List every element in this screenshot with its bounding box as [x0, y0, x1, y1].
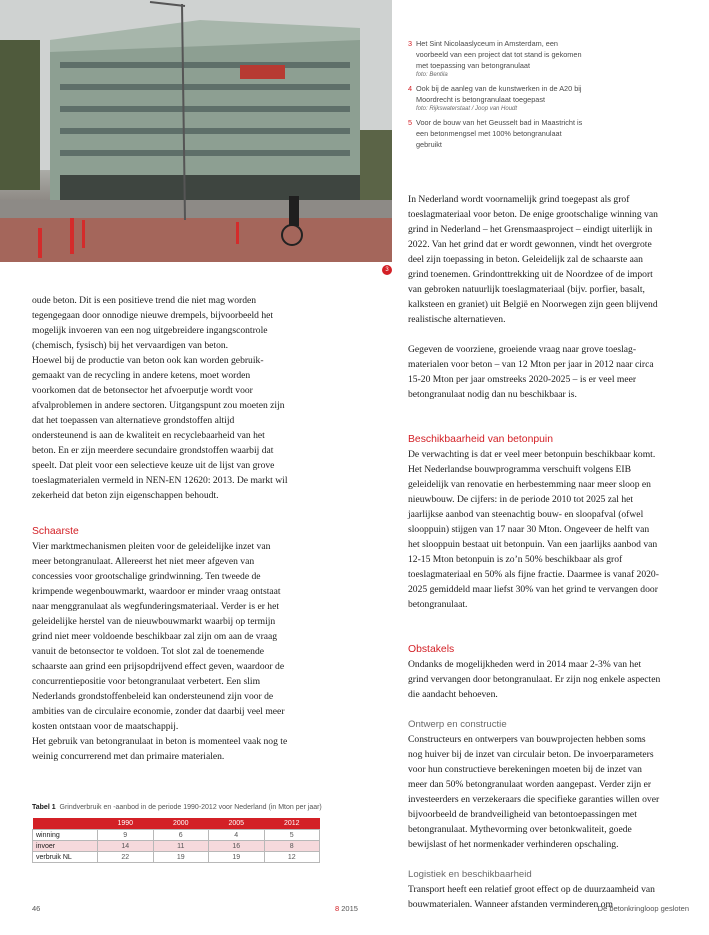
subheading-logistiek: Logistiek en beschikbaarheid [408, 869, 532, 880]
table-caption-label: Tabel 1 [32, 804, 56, 811]
paragraph: In Nederland wordt voornamelijk grind toegepast als grof toeslagmateriaal voor beton. De enige grootschalige winning van grind in Nederland – het Grensmaasproject – eindigt uiterlijk in 2022. Van het grind dat er wordt gewonnen, vindt het overgrote deel zijn toepassing in beton. Geleidelijk zal de schaarste aan grind toenemen. Grindonttrekking uit de Noordzee of de import van gebroken natuurlijk toeslagmateriaal (bijv. porfier, basalt, kalksteen en graniet) uit België en Noorwegen zijn geen blijvend realistische alternatieven. [408, 194, 658, 325]
table-header-cell: 2000 [153, 818, 209, 830]
caption-4 [408, 83, 583, 114]
paragraph: Ondanks de mogelijkheden werd in 2014 maar 2-3% van het grind vervangen door betongranulaat. Er zijn nog enkele aspecten die aandacht behoeven. [408, 659, 661, 700]
paragraph: Transport heeft een relatief groot effect op de duurzaamheid van bouwmaterialen. Wanneer afstanden verminderen om [408, 884, 655, 910]
table-cell: 9 [98, 830, 154, 841]
paragraph: Het gebruik van betongranulaat in beton is momenteel vaak nog te weinig concurrerend met dan primaire materialen. [32, 736, 288, 762]
table-row [33, 852, 320, 863]
caption-number: 4 [408, 84, 413, 93]
issue-label [335, 904, 358, 913]
table-cell: 6 [153, 830, 209, 841]
right-column [408, 192, 662, 912]
table-cell: 11 [153, 841, 209, 852]
paragraph: Vier marktmechanismen pleiten voor de geleidelijke inzet van meer betongranulaat. Allereerst het niet meer afgeven van concessies voor grootschalige grindwinning. Ten tweede de krimpende wegenbouwmarkt, waardoor er minder vraag ontstaat naar menggranulaat als wegfunderingsmateriaal. Verder is er het geleidelijke herstel van de nieuwbouwmarkt waarbij op termijn grind niet meer voldoende beschikbaar zal zijn om aan de vraag vanuit de betonsector te voldoen. Tot slot zal de toenemende schaarste aan grind een prijsopdrijvend effect geven, waardoor de concurrentiepositie voor betongranulaat verbetert. Een slim Nederlands grondstoffenbeleid kan ondersteunend zijn voor de ambities van de circulaire economie, zonder dat daarbij veel meer kosten ontstaan voor de maatschappij. [32, 541, 285, 732]
paragraph: oude beton. Dit is een positieve trend die niet mag worden tegengegaan door onnodige nieuwe drempels, bijvoorbeeld het mogelijk invoeren van een nog uitgebreidere ingangscontrole (chemisch, fysisch) bij het vervaardigen van beton. [32, 295, 274, 351]
table-cell: 19 [153, 852, 209, 863]
table-header-row [33, 818, 320, 830]
table-caption [32, 804, 332, 811]
section-heading-beschikbaarheid: Beschikbaarheid van betonpuin [408, 434, 553, 445]
table-row-label: invoer [33, 841, 98, 852]
caption-number: 3 [408, 39, 413, 48]
table-row-label: verbruik NL [33, 852, 98, 863]
table-header-cell [33, 818, 98, 830]
issue-number: 8 [335, 904, 340, 913]
table-caption-text: Grindverbruik en -aanbod in de periode 1990-2012 voor Nederland (in Mton per jaar) [59, 804, 322, 811]
table-cell: 5 [264, 830, 320, 841]
table-cell: 14 [98, 841, 154, 852]
caption-body [416, 38, 583, 80]
caption-text: Ook bij de aanleg van de kunstwerken in de A20 bij Moordrecht is betongranulaat toegepast [416, 84, 582, 104]
caption-body [416, 117, 583, 150]
section-heading-obstakels: Obstakels [408, 644, 455, 655]
paragraph: Gegeven de voorziene, groeiende vraag naar grove toeslagmaterialen voor beton – van 12 Mton per jaar in 2012 naar circa 15-20 Mton per jaar omstreeks 2020-2025 – is er veel meer betongranulaat nodig dan nu beschikbaar is. [408, 344, 654, 400]
caption-3 [408, 38, 583, 80]
caption-number: 5 [408, 118, 413, 127]
paragraph: Constructeurs en ontwerpers van bouwprojecten hebben soms nog huiver bij de inzet van circulair beton. De invoerparameters voor hun constructieve berekeningen moeten bij de inzet van meer dan 50% betongranulaat worden aangepast. Verder zijn er investeerders en verzekeraars die specifieke garanties willen over bijvoorbeeld de brandveiligheid van betontoepassingen met betongranulaat. Mythevorming over betonkwaliteit, goede bewijslast of het normenkader verhinderen opschaling. [408, 734, 660, 850]
table-row [33, 841, 320, 852]
caption-body [416, 83, 583, 114]
table-cell: 8 [264, 841, 320, 852]
gravel-table [32, 818, 320, 863]
figure-marker: 3 [382, 265, 392, 275]
table-row [33, 830, 320, 841]
table-row-label: winning [33, 830, 98, 841]
caption-credit: foto: Bentila [416, 72, 448, 78]
running-title: De betonkringloop gesloten [597, 904, 689, 913]
caption-5 [408, 117, 583, 150]
table-header-cell: 2005 [209, 818, 265, 830]
photo-illustration [0, 0, 392, 262]
figure-captions [408, 38, 583, 153]
caption-credit: foto: Rijkswaterstaat / Joop van Houdt [416, 106, 518, 112]
caption-text: Voor de bouw van het Geusselt bad in Maastricht is een betonmengsel met 100% betongranulaat gebruikt [416, 118, 583, 149]
table-cell: 16 [209, 841, 265, 852]
building-photo [0, 0, 392, 262]
table-cell: 22 [98, 852, 154, 863]
issue-year: 2015 [341, 904, 358, 913]
paragraph: De verwachting is dat er veel meer betonpuin beschikbaar komt. Het Nederlandse bouwprogramma verschuift volgens EIB geleidelijk van renovatie en herbestemming naar meer sloop en nieuwbouw. De cijfers: in de periode 2010 tot 2025 zal het jaarlijkse aanbod van steenachtig bouw- en sloopafval (ofwel slooppuin) stijgen van 17 naar 30 Mton. Ongeveer de helft van het slooppuin bestaat uit betonpuin. Van een jaarlijks aanbod van 12-15 Mton betonpuin is zo’n 50% beschikbaar als grof toeslagmateriaal en 50% als fijne fractie. Daarmee is vanaf 2020-2025 gemiddeld maar liefst 30% van het grind te vervangen door betongranulaat. [408, 449, 659, 610]
table-cell: 4 [209, 830, 265, 841]
left-column [32, 293, 290, 764]
page-number: 46 [32, 904, 41, 913]
table-header-cell: 1990 [98, 818, 154, 830]
paragraph: Hoewel bij de productie van beton ook kan worden gebruikgemaakt van de recycling in andere ketens, moet worden voorkomen dat de betonsector het afvoerputje wordt voor afvalproblemen in andere sectoren. Uitgangspunt zou moeten zijn dat het toepassen van alternatieve grondstoffen altijd ondersteunend is aan de kwaliteit en recyclebaarheid van het beton. En er zijn meerdere secundaire grondstoffen waarbij dat speelt. Dat pleit voor een selectieve keuze uit de lijst van grove toeslagmaterialen vermeld in NEN-EN 12620: 2013. De markt wil zekerheid dat beton zijn eigenschappen behoudt. [32, 355, 288, 501]
section-heading-schaarste: Schaarste [32, 526, 79, 537]
table-cell: 12 [264, 852, 320, 863]
caption-text: Het Sint Nicolaaslyceum in Amsterdam, een voorbeeld van een project dat tot stand is gekomen met toepassing van betongranulaat [416, 39, 582, 70]
subheading-ontwerp: Ontwerp en constructie [408, 719, 507, 730]
table-header-cell: 2012 [264, 818, 320, 830]
table-cell: 19 [209, 852, 265, 863]
